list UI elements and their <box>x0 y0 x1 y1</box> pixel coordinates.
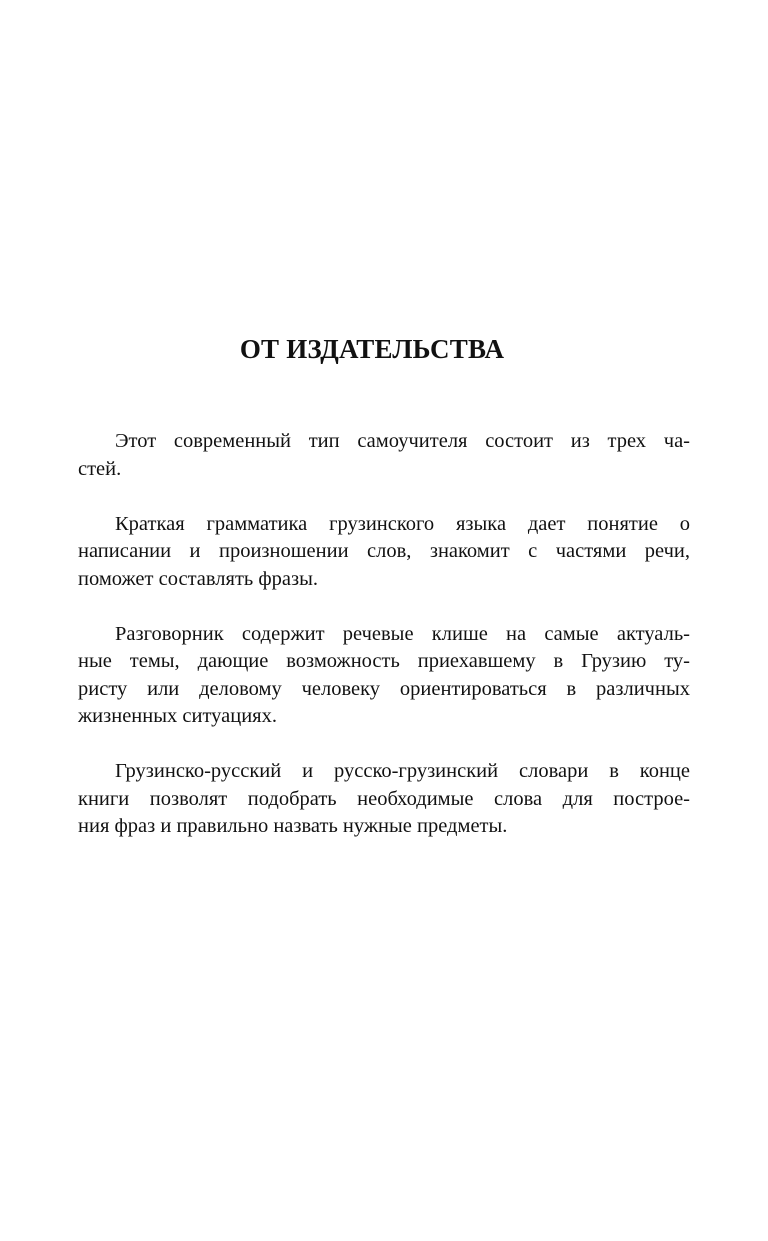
text-line: жизненных ситуациях. <box>78 705 277 727</box>
text-line: ные темы, дающие возможность приехавшему в Грузию ту- <box>78 650 690 672</box>
text-line: Краткая грамматика грузинского языка дает понятие о <box>115 512 690 535</box>
text-line: поможет составлять фразы. <box>78 567 319 590</box>
text-line: стей. <box>78 457 122 480</box>
paragraph <box>78 511 690 594</box>
paragraph <box>78 758 690 841</box>
text-line: ристу или деловому человеку ориентироваться в различных <box>78 677 690 700</box>
page-title: ОТ ИЗДАТЕЛЬСТВА <box>239 334 505 364</box>
text-line: ния фраз и правильно назвать нужные предметы. <box>78 815 508 837</box>
body-text <box>78 428 690 868</box>
paragraph <box>78 428 690 483</box>
paragraph <box>78 621 690 731</box>
text-line: Разговорник содержит речевые клише на самые актуаль- <box>115 622 690 645</box>
text-line: написании и произношении слов, знакомит с частями речи, <box>78 540 690 562</box>
text-line: Грузинско-русский и русско-грузинский словари в конце <box>115 760 690 782</box>
text-line: книги позволят подобрать необходимые слова для построе- <box>78 787 690 810</box>
text-line: Этот современный тип самоучителя состоит из трех ча- <box>115 430 690 452</box>
